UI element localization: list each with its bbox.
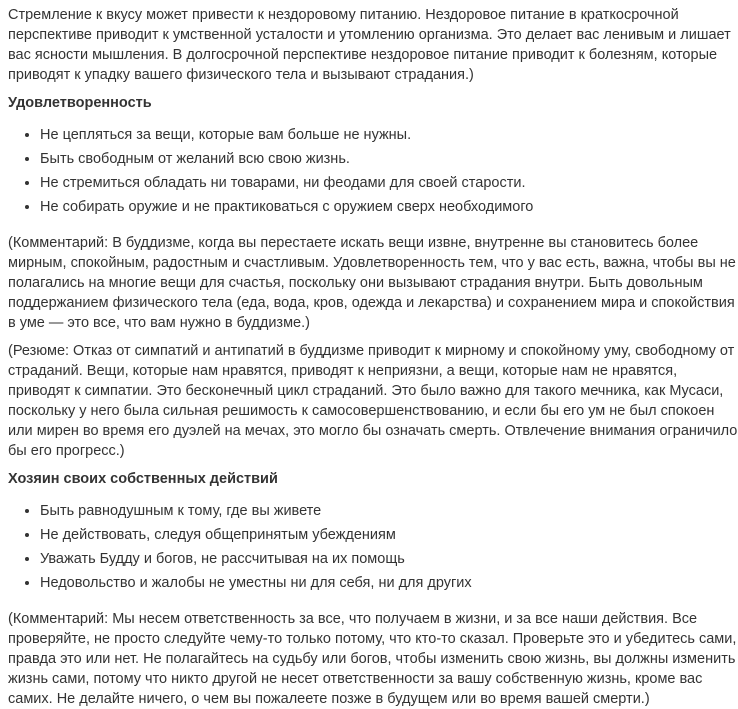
list-item: • Уважать Будду и богов, не рассчитывая на их помощь	[40, 549, 738, 569]
contentment-list	[8, 125, 738, 217]
summary-paragraph: (Резюме: Отказ от симпатий и антипатий в буддизме приводит к мирному и спокойному уму, свободному от страданий. Вещи, которые нам нравятся, приводят к неприязни, а вещи, которые нам не нравятся, приводят к симпатии. Это бесконечный цикл страданий. Это было важно для такого мечника, как Мусаси, поскольку у него была сильная решимость к самосовершенствованию, и если бы его ум не был спокоен или мирен во время его дуэлей на мечах, это могло бы означать смерть. Отвлечение внимания ограничило бы его прогресс.)	[8, 343, 738, 459]
list-item: • Быть равнодушным к тому, где вы живете	[40, 501, 738, 521]
comment-paragraph: (Комментарий: В буддизме, когда вы перестаете искать вещи извне, внутренне вы становитесь более мирным, спокойным, радостным и счастливым. Удовлетворенность тем, что у вас есть, важна, чтобы вы не полагались на многие вещи для счастья, поскольку они вызывают страдания внутри. Быть довольным поддержанием физического тела (еда, вода, кров, одежда и лекарства) и сохранением мира и спокойствия в уме — это все, что вам нужно в буддизме.)	[8, 235, 736, 331]
list-item: • Недовольство и жалобы не уместны ни для себя, ни для других	[40, 573, 738, 593]
list-item: • Быть свободным от желаний всю свою жизнь.	[40, 149, 738, 169]
list-item: • Не действовать, следуя общепринятым убеждениям	[40, 525, 738, 545]
section-heading-contentment: Удовлетворенность	[8, 95, 152, 111]
section-heading-own-actions: Хозяин своих собственных действий	[8, 471, 278, 487]
comment-paragraph: (Комментарий: Мы несем ответственность за все, что получаем в жизни, и за все наши действия. Все проверяйте, не просто следуйте чему-то только потому, что кто-то сказал. Проверьте это и убедитесь сами, правда это или нет. Не полагайтесь на судьбу или богов, чтобы изменить свою жизнь, вы должны изменить жизнь сами, потому что никто другой не несет ответственности за вашу собственную жизнь, кроме вас самих. Не делайте ничего, о чем вы пожалеете позже в будущем или во время вашей смерти.)	[8, 611, 737, 707]
list-item: • Не собирать оружие и не практиковаться с оружием сверх необходимого	[40, 197, 738, 217]
list-item: • Не цепляться за вещи, которые вам больше не нужны.	[40, 125, 738, 145]
intro-paragraph: Стремление к вкусу может привести к нездоровому питанию. Нездоровое питание в краткосрочной перспективе приводит к умственной усталости и утомлению организма. Это делает вас ленивым и лишает вас ясности мышления. В долгосрочной перспективе нездоровое питание приводит к болезням, которые приводят к упадку вашего физического тела и вызывают страдания.)	[8, 7, 731, 83]
own-actions-list	[8, 501, 738, 593]
list-item: • Не стремиться обладать ни товарами, ни феодами для своей старости.	[40, 173, 738, 193]
